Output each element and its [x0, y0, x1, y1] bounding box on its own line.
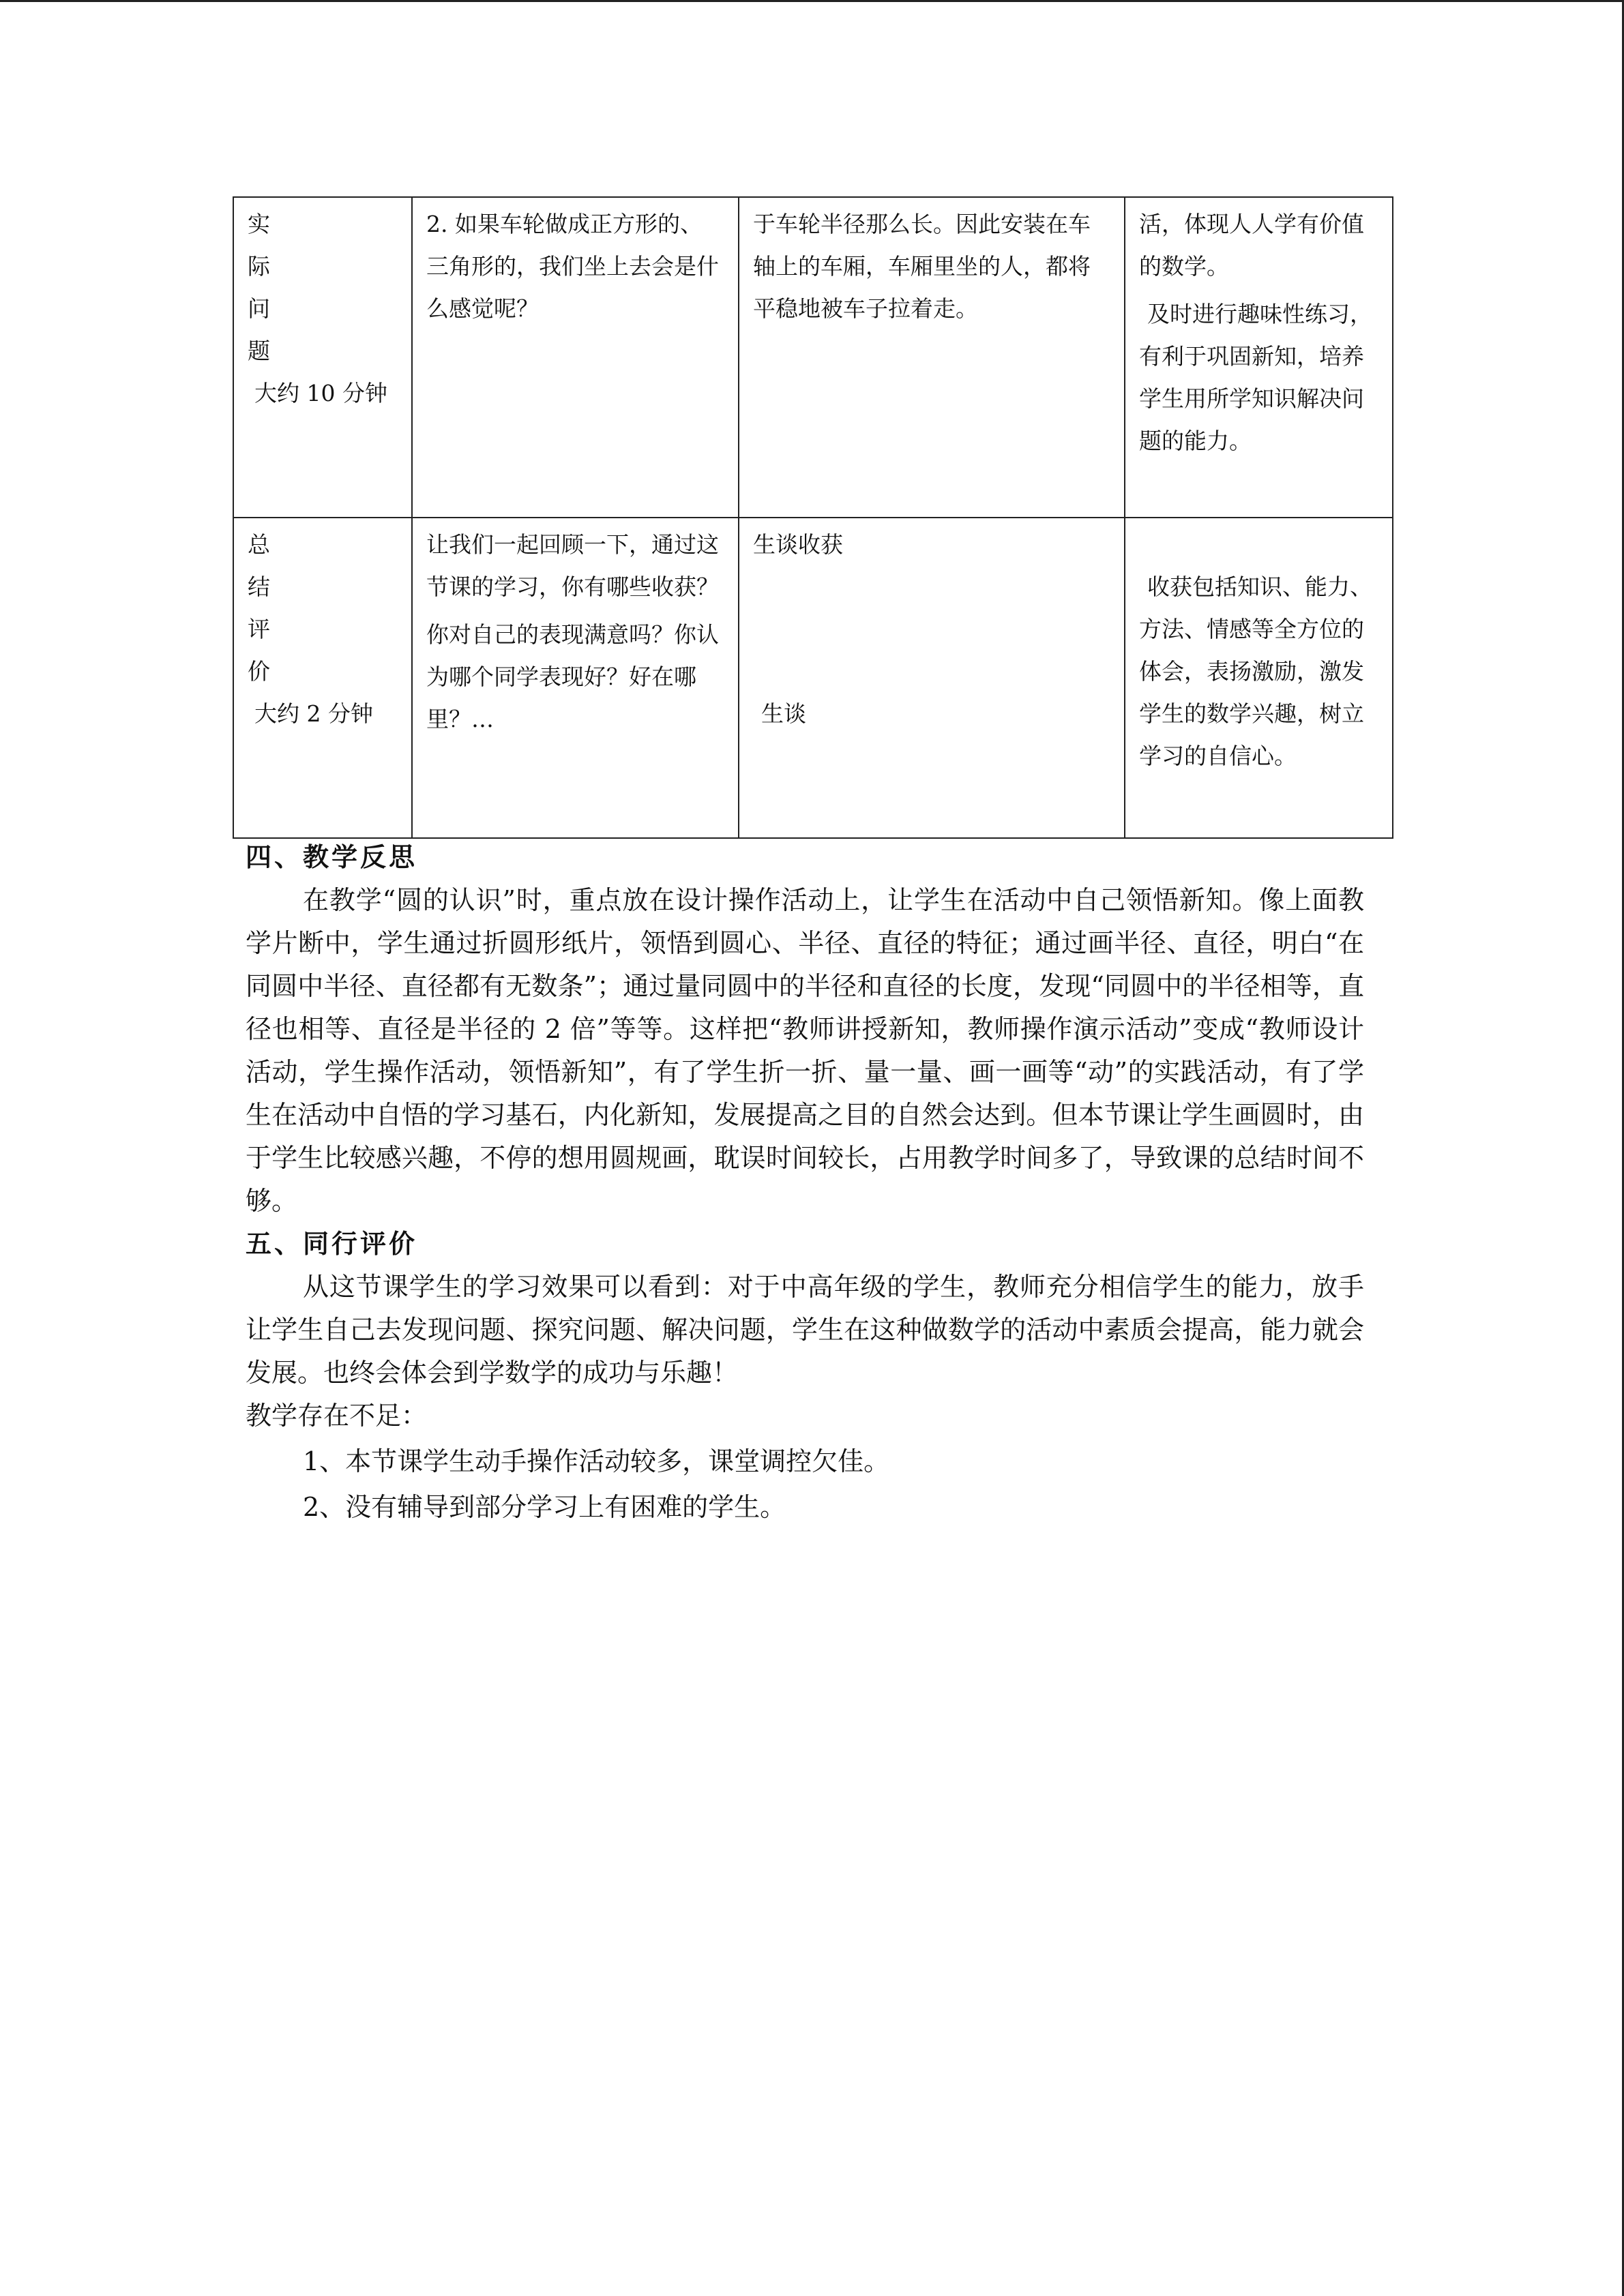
- stage-char: 问: [248, 295, 270, 322]
- table-row-practice: [233, 197, 1393, 518]
- design-intent-text: 收获包括知识、能力、方法、情感等全方位的体会，表扬激励，激发学生的数学兴趣，树立学习的自信心。: [1139, 573, 1372, 769]
- stage-cell: [233, 197, 412, 518]
- teacher-activity-cell: [412, 518, 739, 838]
- stage-char: 总: [248, 531, 270, 558]
- student-activity-cell: [739, 518, 1125, 838]
- lesson-plan-table: [233, 196, 1393, 839]
- page-border-top: [0, 0, 1624, 2]
- student-activity-text: 于车轮半径那么长。因此安装在车轴上的车厢，车厢里坐的人，都将平稳地被车子拉着走。: [753, 211, 1091, 322]
- teacher-activity-text: 让我们一起回顾一下，通过这节课的学习，你有哪些收获？: [426, 531, 719, 600]
- stage-char: 题: [248, 338, 270, 364]
- reflection-paragraph: 在教学“圆的认识”时，重点放在设计操作活动上，让学生在活动中自己领悟新知。像上面教学片断中，学生通过折圆形纸片，领悟到圆心、半径、直径的特征；通过画半径、直径，明白“在同圆中半径、直径都有无数条”；通过量同圆中的半径和直径的长度，发现“同圆中的半径相等，直径也相等、直径是半径的 2 倍”等等。这样把“教师讲授新知，教师操作演示活动”变成“教师设计活动，学生操作活动，领悟新知”，有了学生折一折、量一量、画一画等“动”的实践活动，有了学生在活动中自悟的学习基石，内化新知，发展提高之目的自然会达到。但本节课让学生画圆时，由于学生比较感兴趣，不停的想用圆规画，耽误时间较长，占用教学时间多了，导致课的总结时间不够。: [246, 885, 1364, 1216]
- teacher-activity-text: 你对自己的表现满意吗？你认为哪个同学表现好？好在哪里？…: [426, 621, 719, 732]
- student-activity-text: 生谈: [761, 700, 806, 727]
- table-row-summary: [233, 518, 1393, 838]
- list-item: 2、没有辅导到部分学习上有困难的学生。: [303, 1492, 786, 1522]
- stage-label: [248, 524, 398, 693]
- stage-char: 际: [248, 253, 270, 280]
- teacher-activity-text: 2. 如果车轮做成正方形的、三角形的，我们坐上去会是什么感觉呢？: [426, 211, 719, 322]
- student-activity-text: 生谈收获: [753, 531, 843, 558]
- stage-cell: [233, 518, 412, 838]
- stage-char: 评: [248, 616, 270, 642]
- design-intent-cell: [1125, 518, 1393, 838]
- design-intent-text: 活，体现人人学有价值的数学。: [1139, 211, 1364, 280]
- document-body: [246, 836, 1364, 1529]
- stage-char: 结: [248, 573, 270, 600]
- section-heading-reflection: 四、教学反思: [246, 842, 418, 872]
- stage-duration: 大约 10 分钟: [254, 380, 387, 406]
- design-intent-text: 及时进行趣味性练习，有利于巩固新知，培养学生用所学知识解决问题的能力。: [1139, 301, 1372, 454]
- design-intent-cell: [1125, 197, 1393, 518]
- list-item: 1、本节课学生动手操作活动较多，课堂调控欠佳。: [303, 1446, 890, 1476]
- shortcoming-label: 教学存在不足：: [246, 1401, 428, 1431]
- section-heading-peer-review: 五、同行评价: [246, 1229, 418, 1259]
- stage-label: [248, 203, 398, 372]
- stage-char: 价: [248, 658, 270, 685]
- student-activity-cell: [739, 197, 1125, 518]
- stage-duration: 大约 2 分钟: [254, 700, 373, 727]
- peer-review-paragraph: 从这节课学生的学习效果可以看到：对于中高年级的学生，教师充分相信学生的能力，放手让学生自己去发现问题、探究问题、解决问题，学生在这种做数学的活动中素质会提高，能力就会发展。也终会体会到学数学的成功与乐趣！: [246, 1272, 1364, 1388]
- stage-char: 实: [248, 211, 270, 237]
- teacher-activity-cell: [412, 197, 739, 518]
